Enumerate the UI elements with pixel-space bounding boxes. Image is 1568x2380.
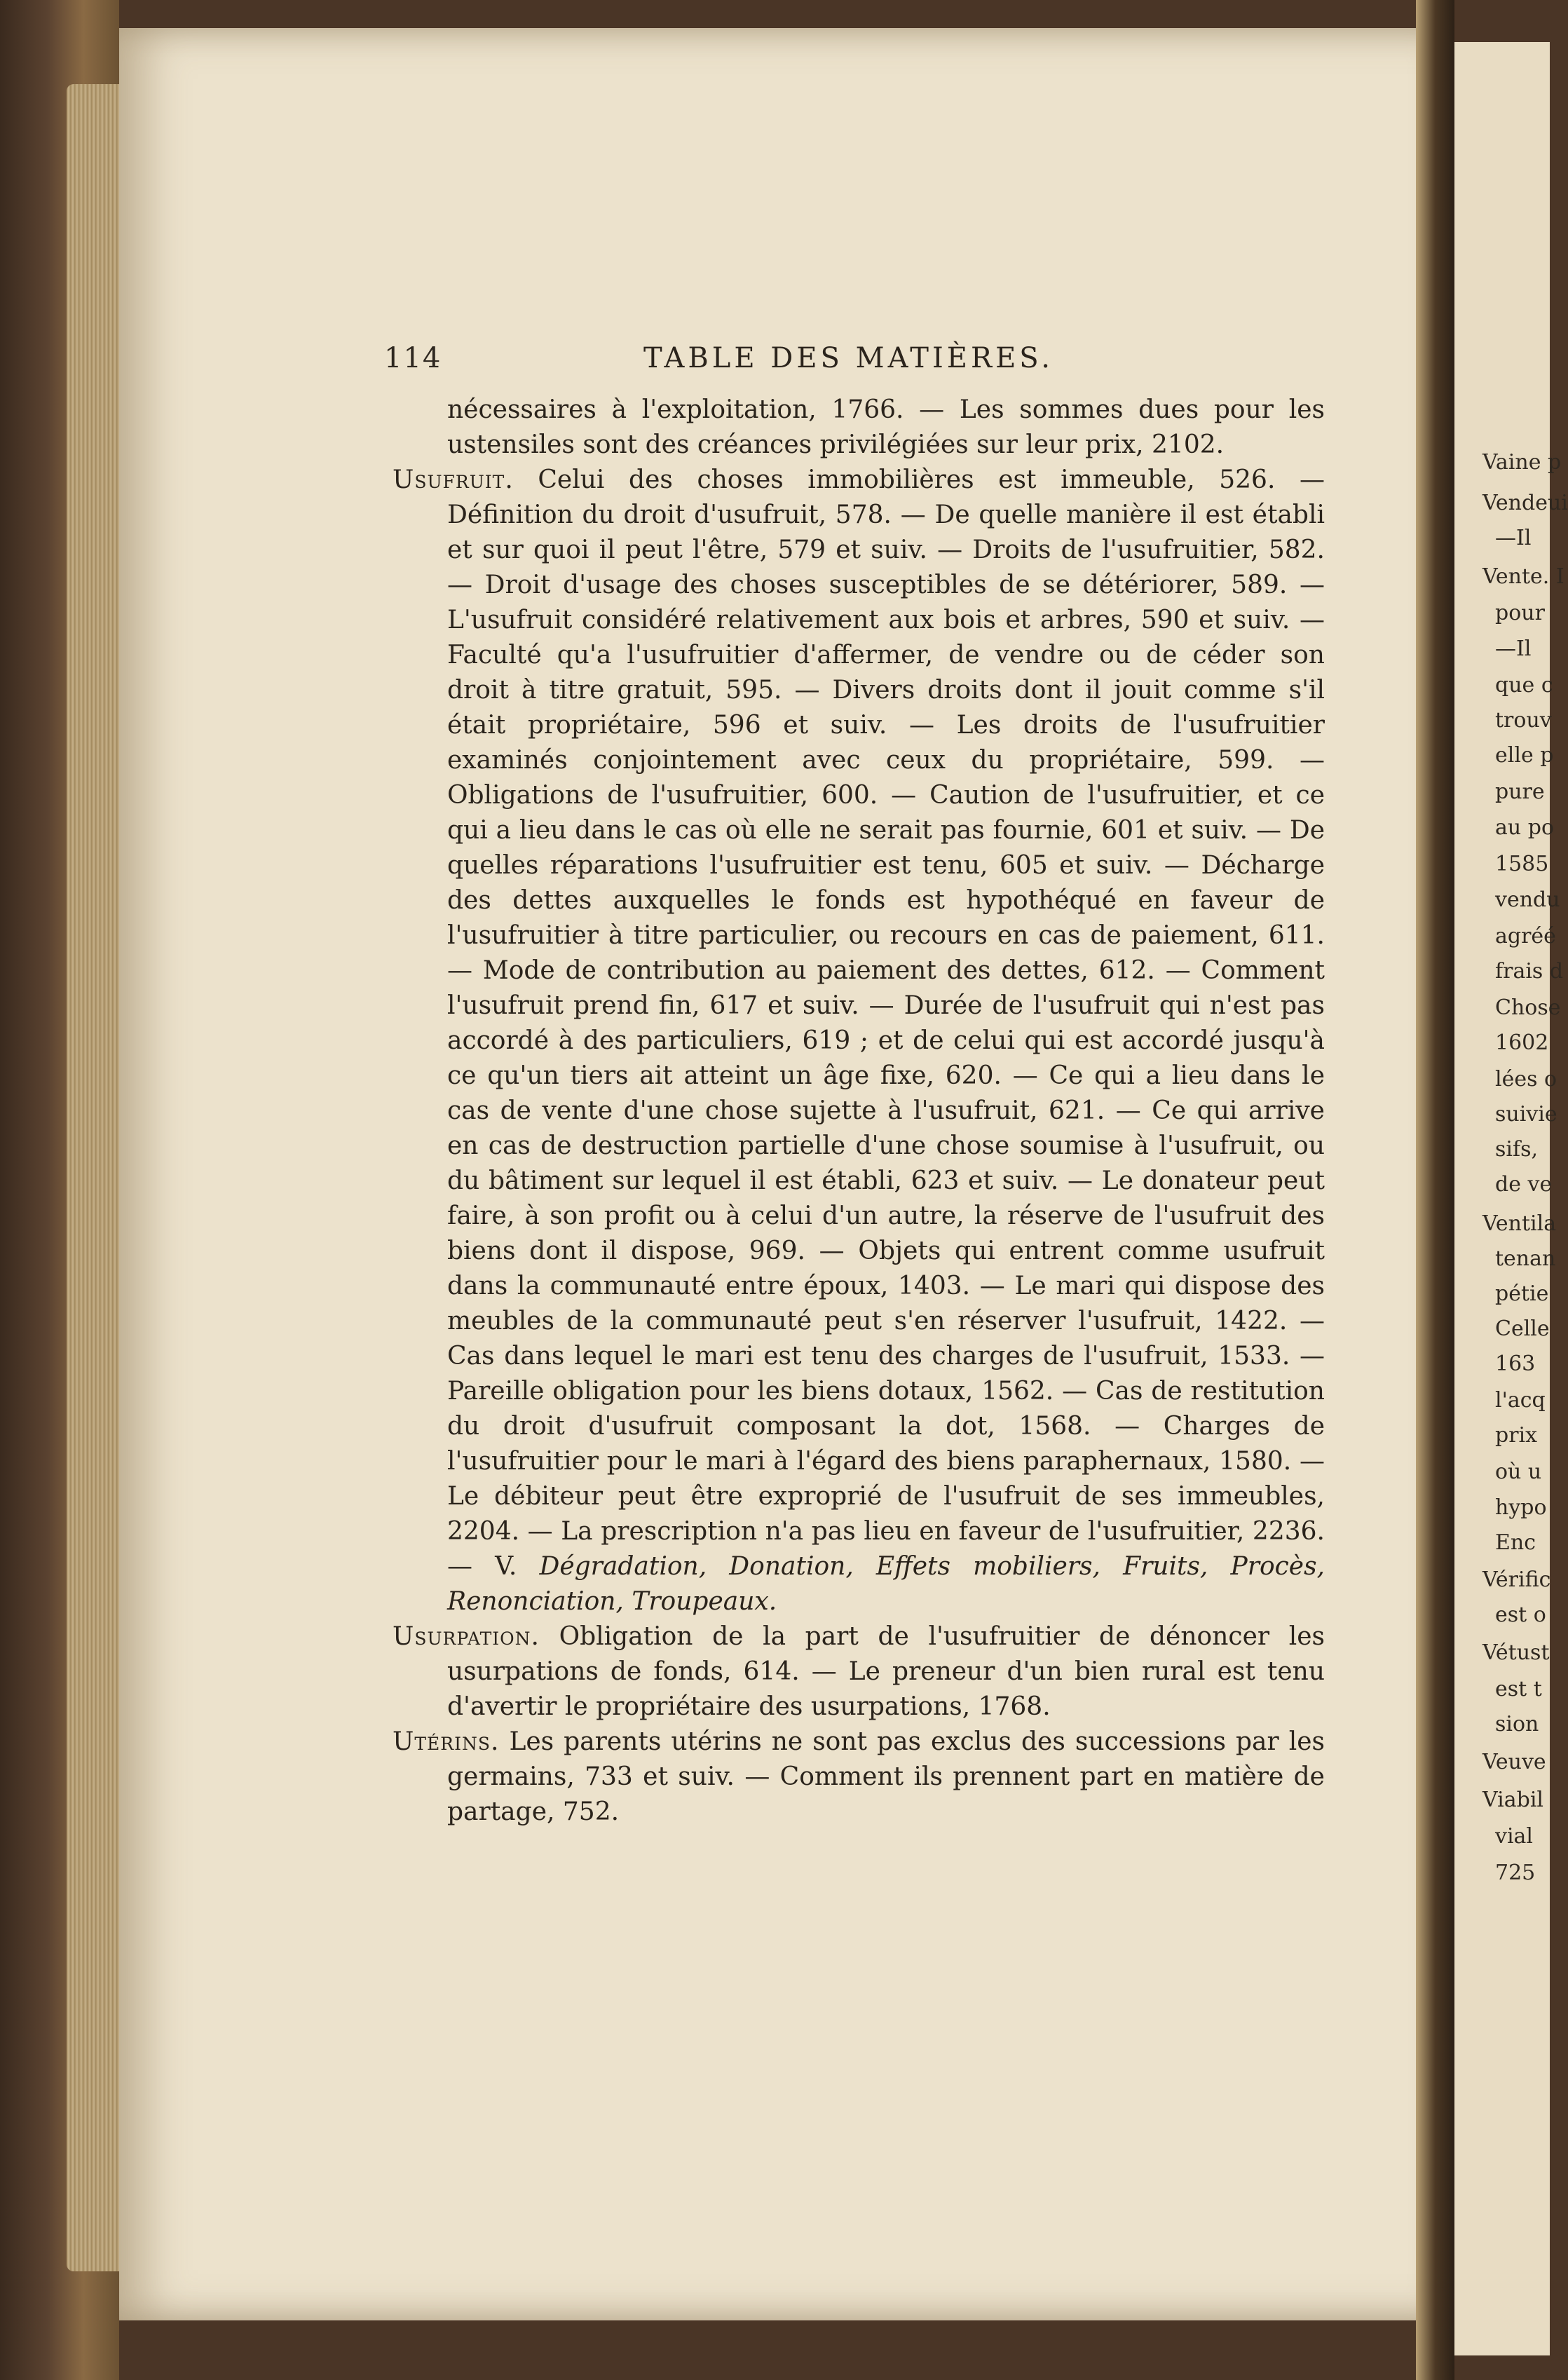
facing-page-fragment: 1585	[1495, 852, 1549, 876]
facing-page-fragment: l'acq	[1495, 1388, 1546, 1413]
book-gutter	[1416, 0, 1454, 2380]
index-entry	[393, 1725, 1325, 1830]
facing-page-fragment: Vétust	[1482, 1640, 1550, 1665]
facing-page-fragment: prix	[1495, 1423, 1538, 1448]
page-header	[384, 342, 1316, 384]
entry-headword: Usurpation.	[393, 1622, 540, 1651]
facing-page-fragment: où u	[1495, 1460, 1542, 1484]
facing-page-fragment: hypo	[1495, 1495, 1547, 1520]
facing-page-fragment: au po	[1495, 815, 1555, 840]
facing-page-fragment: Chose	[1495, 995, 1561, 1020]
facing-page-fragment: Vérific	[1482, 1568, 1551, 1592]
facing-page-fragment: Viabil	[1482, 1788, 1544, 1812]
facing-page-fragment: sifs,	[1495, 1137, 1539, 1162]
index-entry	[393, 463, 1325, 1619]
facing-page-fragment: est t	[1495, 1677, 1542, 1701]
facing-page-fragment: pure	[1495, 780, 1545, 804]
facing-page-fragment: Vendeui	[1482, 491, 1568, 515]
facing-page-fragment: elle p	[1495, 743, 1554, 768]
facing-page-fragment: vial	[1495, 1824, 1534, 1849]
page-edges	[67, 84, 123, 2271]
facing-page-fragment: Veuve	[1482, 1750, 1546, 1774]
facing-page-fragment: frais d	[1495, 959, 1564, 984]
index-entry	[393, 393, 1325, 463]
facing-page-fragment: vendu	[1495, 888, 1560, 912]
facing-page-fragment: 1602	[1495, 1031, 1549, 1055]
facing-page-fragment: de ve	[1495, 1172, 1553, 1197]
facing-page-fragment: suivie	[1495, 1102, 1557, 1127]
facing-page-fragment: pour	[1495, 601, 1545, 625]
facing-page-fragment: agréé	[1495, 924, 1556, 948]
facing-page-fragment: Vente. I	[1482, 564, 1564, 589]
entry-text: Obligation de la part de l'usufruitier de dénoncer les usurpations de fonds, 614. — Le preneur d'un bien rural est tenu d'avertir le propriétaire des usurpations, 1768.	[447, 1622, 1325, 1721]
index-entries	[393, 393, 1325, 1830]
facing-page-fragment: 163	[1495, 1352, 1536, 1376]
entry-headword: Utérins.	[393, 1727, 500, 1756]
running-title: TABLE DES MATIÈRES.	[643, 342, 1054, 374]
facing-page-fragment: sion	[1495, 1712, 1539, 1736]
facing-page-fragment: lées o	[1495, 1067, 1557, 1092]
facing-page-fragment: —Il	[1495, 526, 1532, 550]
page-number: 114	[384, 342, 442, 374]
entry-cross-references: Dégradation, Donation, Effets mobiliers, Fruits, Procès, Renonciation, Troupeaux.	[447, 1552, 1325, 1616]
entry-text: Les parents utérins ne sont pas exclus des successions par les germains, 733 et suiv. — Comment ils prennent part en matière de partage, 752.	[447, 1727, 1325, 1826]
entry-text: Celui des choses immobilières est immeuble, 526. — Définition du droit d'usufruit, 578. — De quelle manière il est établi et sur quoi il peut l'être, 579 et suiv. — Droits de l'usufruitier, 582. — Droit d'usage des choses susceptibles de se détériorer, 589. — L'usufruit considéré relativement aux bois et arbres, 590 et suiv. — Faculté qu'a l'usufruitier d'affermer, de vendre ou de céder son droit à titre gratuit, 595. — Divers droits dont il jouit comme s'il était propriétaire, 596 et suiv. — Les droits de l'usufruitier examinés conjointement avec ceux du propriétaire, 599. — Obligations de l'usufruitier, 600. — Caution de l'usufruitier, et ce qui a lieu dans le cas où elle ne serait pas fournie, 601 et suiv. — De quelles réparations l'usufruitier est tenu, 605 et suiv. — Décharge des dettes auxquelles le fonds est hypothéqué en faveur de l'usufruitier à titre particulier, ou recours en cas de paiement, 611. — Mode de contribution au paiement des dettes, 612. — Comment l'usufruit prend fin, 617 et suiv. — Durée de l'usufruit qui n'est pas accordé à des particuliers, 619 ; et de celui qui est accordé jusqu'à ce qu'un tiers ait atteint un âge fixe, 620. — Ce qui a lieu dans le cas de vente d'une chose sujette à l'usufruit, 621. — Ce qui arrive en cas de destruction partielle d'une chose soumise à l'usufruit, ou du bâtiment sur lequel il est établi, 623 et suiv. — Le donateur peut faire, à son profit ou à celui d'un autre, la réserve de l'usufruit des biens dont il dispose, 969. — Objets qui entrent comme usufruit dans la communauté entre époux, 1403. — Le mari qui dispose des meubles de la communauté peut s'en réserver l'usufruit, 1422. — Cas dans lequel le mari est tenu des charges de l'usufruit, 1533. — Pareille obligation pour les biens dotaux, 1562. — Cas de restitution du droit d'usufruit composant la dot, 1568. — Charges de l'usufruitier pour le mari à l'égard des biens paraphernaux, 1580. — Le débiteur peut être exproprié de l'usufruit de ses immeubles, 2204. — La prescription n'a pas lieu en faveur de l'usufruitier, 2236. — V.	[447, 465, 1325, 1581]
facing-page-fragment: tenan	[1495, 1246, 1556, 1271]
facing-page-edge	[1454, 42, 1568, 2355]
facing-page-fragment: trouv	[1495, 708, 1552, 733]
facing-page-fragment: Vaine p	[1482, 450, 1562, 475]
facing-page-fragment: est o	[1495, 1603, 1546, 1627]
facing-page-fragment: —Il	[1495, 637, 1532, 661]
index-entry	[393, 1619, 1325, 1725]
facing-page-fragment: Enc	[1495, 1530, 1536, 1555]
facing-page-fragment: que c	[1495, 673, 1553, 698]
facing-page-fragment: Ventila	[1482, 1211, 1557, 1236]
facing-page-fragment: Celle	[1495, 1317, 1550, 1341]
facing-page-fragment: pétie	[1495, 1281, 1549, 1306]
facing-page-fragment: 725	[1495, 1861, 1536, 1885]
entry-headword: Usufruit.	[393, 465, 514, 494]
entry-text: nécessaires à l'exploitation, 1766. — Les sommes dues pour les ustensiles sont des créances privilégiées sur leur prix, 2102.	[447, 395, 1325, 459]
